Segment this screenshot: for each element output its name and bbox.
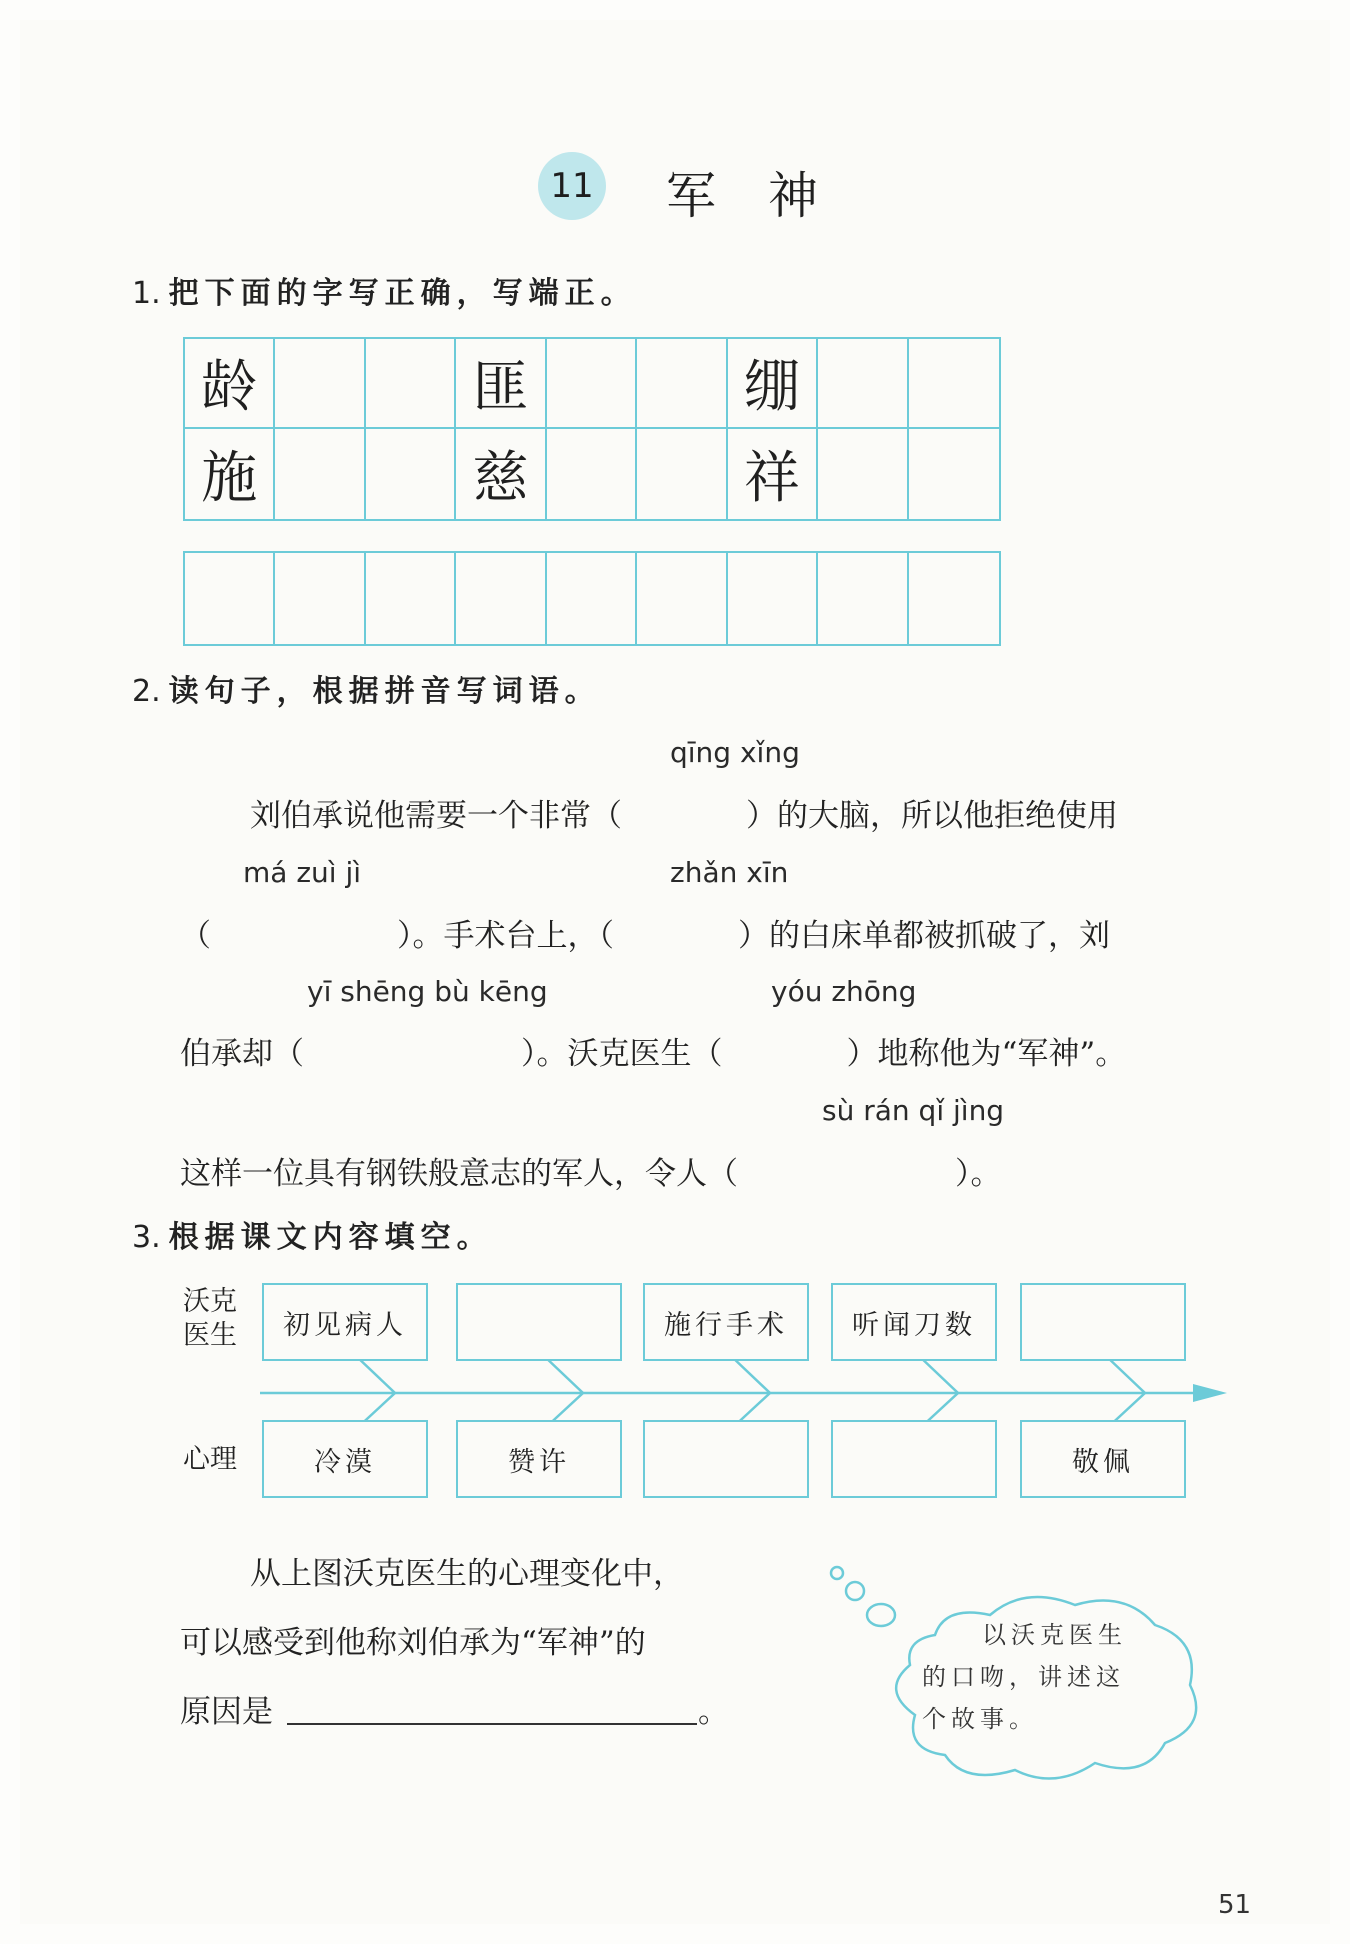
sentence-line: 伯承却（ ）。沃克医生（ ）地称他为“军神”。	[180, 1036, 1127, 1072]
timeline-chevrons	[260, 1355, 1210, 1430]
bubble-line: 的口吻，讲述这	[922, 1663, 1125, 1691]
grid-cell: 匪	[456, 339, 546, 429]
grid-cell[interactable]	[728, 553, 818, 644]
grid-cell[interactable]	[456, 553, 546, 644]
pinyin-label: sù rán qǐ jìng	[822, 1094, 1005, 1127]
grid-cell[interactable]	[637, 339, 727, 429]
flow-box-top[interactable]	[1020, 1283, 1186, 1361]
grid-cell[interactable]	[275, 339, 365, 429]
pinyin-label: zhǎn xīn	[670, 856, 789, 889]
flow-box-bottom[interactable]	[831, 1420, 997, 1498]
grid-cell[interactable]	[366, 339, 456, 429]
arrowhead-icon	[1193, 1384, 1227, 1402]
row-label-doctor	[183, 1285, 237, 1353]
flow-box-top: 施行手术	[643, 1283, 809, 1361]
answer-paragraph-line: 原因是	[180, 1694, 273, 1730]
question-1-text: 把下面的字写正确，写端正。	[168, 276, 637, 311]
flow-box-top[interactable]	[456, 1283, 622, 1361]
page-number: 51	[1218, 1890, 1252, 1920]
answer-paragraph-line: 可以感受到他称刘伯承为“军神”的	[180, 1625, 646, 1661]
flow-box-bottom: 赞许	[456, 1420, 622, 1498]
grid-cell[interactable]	[818, 553, 908, 644]
flow-box-top: 听闻刀数	[831, 1283, 997, 1361]
grid-cell[interactable]	[818, 339, 908, 429]
bubble-line: 个故事。	[922, 1705, 1038, 1733]
grid-cell[interactable]	[547, 429, 637, 519]
grid-cell[interactable]	[275, 553, 365, 644]
question-1-heading	[132, 268, 637, 312]
question-2-heading	[132, 666, 601, 710]
question-3-number: 3.	[132, 1220, 161, 1255]
grid-cell[interactable]	[185, 553, 275, 644]
grid-cell[interactable]	[637, 429, 727, 519]
question-1-number: 1.	[132, 276, 161, 311]
grid-cell: 施	[185, 429, 275, 519]
grid-cell[interactable]	[909, 553, 999, 644]
pinyin-label: qīng xǐng	[670, 736, 800, 769]
row-label-line: 医生	[183, 1320, 237, 1351]
grid-cell[interactable]	[909, 339, 999, 429]
pinyin-label: yī shēng bù kēng	[307, 975, 548, 1008]
writing-grid-characters	[183, 337, 1001, 521]
bubble-dot-medium	[846, 1582, 864, 1600]
pinyin-label: yóu zhōng	[771, 975, 917, 1008]
grid-cell[interactable]	[366, 553, 456, 644]
grid-cell[interactable]	[547, 339, 637, 429]
lesson-number: 11	[550, 166, 594, 206]
flow-box-top: 初见病人	[262, 1283, 428, 1361]
bubble-dot-small	[831, 1567, 843, 1579]
grid-cell: 龄	[185, 339, 275, 429]
grid-cell[interactable]	[909, 429, 999, 519]
grid-cell[interactable]	[366, 429, 456, 519]
sentence-line: （ ）。手术台上，（ ）的白床单都被抓破了，刘	[180, 918, 1110, 954]
grid-cell[interactable]	[275, 429, 365, 519]
flow-box-bottom: 冷漠	[262, 1420, 428, 1498]
grid-cell[interactable]	[637, 553, 727, 644]
question-3-heading	[132, 1212, 493, 1256]
grid-cell: 绷	[728, 339, 818, 429]
answer-end-mark: 。	[698, 1694, 729, 1730]
bubble-dot-large	[867, 1604, 895, 1626]
bubble-line: 以沃克医生	[982, 1621, 1127, 1649]
question-2-text: 读句子，根据拼音写词语。	[168, 674, 601, 709]
answer-paragraph-line: 从上图沃克医生的心理变化中，	[250, 1556, 684, 1592]
question-2-number: 2.	[132, 674, 161, 709]
sentence-line: 这样一位具有钢铁般意志的军人，令人（ ）。	[180, 1156, 1002, 1192]
lesson-number-badge	[538, 152, 606, 220]
grid-cell[interactable]	[818, 429, 908, 519]
pinyin-label: má zuì jì	[243, 856, 362, 889]
grid-cell: 祥	[728, 429, 818, 519]
writing-grid-blank	[183, 551, 1001, 646]
lesson-title: 军神	[666, 167, 870, 225]
answer-blank-line[interactable]	[287, 1723, 697, 1725]
flow-box-bottom: 敬佩	[1020, 1420, 1186, 1498]
grid-cell: 慈	[456, 429, 546, 519]
flow-box-bottom[interactable]	[643, 1420, 809, 1498]
row-label-line: 沃克	[183, 1286, 237, 1317]
grid-cell[interactable]	[547, 553, 637, 644]
question-3-text: 根据课文内容填空。	[168, 1220, 493, 1255]
sentence-line: 刘伯承说他需要一个非常（ ）的大脑，所以他拒绝使用	[250, 798, 1118, 834]
row-label-mind: 心理	[183, 1444, 237, 1475]
